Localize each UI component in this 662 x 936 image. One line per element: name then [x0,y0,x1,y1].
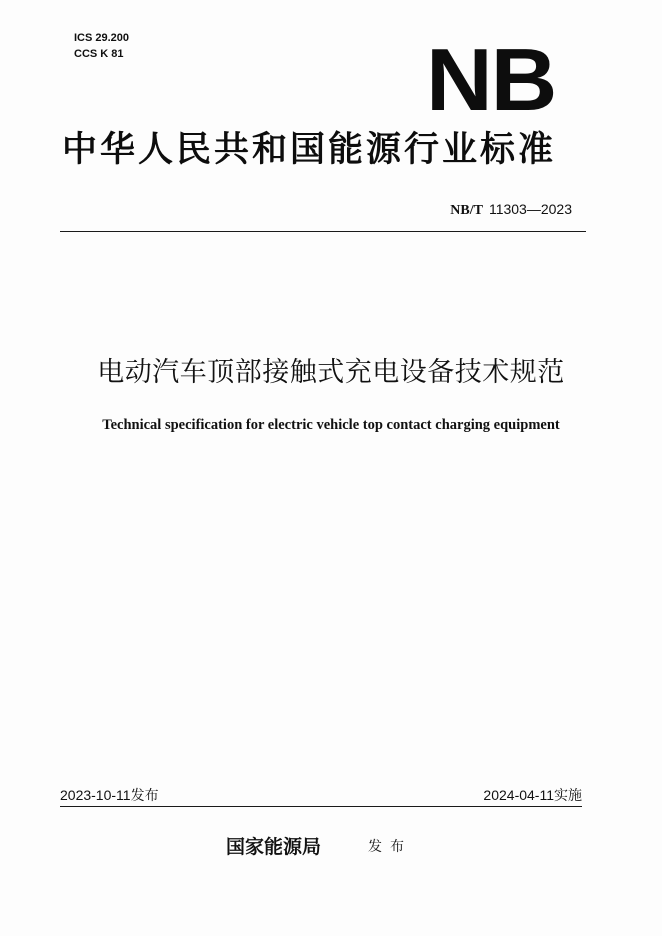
title-chinese: 电动汽车顶部接触式充电设备技术规范 [97,357,565,388]
ics-code: ICS 29.200 [74,32,130,44]
title-english: Technical specification for electric vehicle top contact charging equipment [102,417,560,433]
standard-number [450,200,572,220]
nb-logo: NB [426,30,556,129]
publisher-name: 国家能源局 [226,836,322,858]
standard-category: 中华人民共和国能源行业标准 [62,129,557,170]
standard-number-prefix: NB/T [450,203,483,218]
header-divider [60,231,586,232]
publish-label: 发布 [368,839,412,855]
issue-date: 2023-10-11发布 [60,787,159,803]
standard-number-value: 11303—2023 [488,201,572,217]
footer-divider [60,806,582,807]
ccs-code: CCS K 81 [74,48,124,60]
implementation-date: 2024-04-11实施 [483,787,582,803]
